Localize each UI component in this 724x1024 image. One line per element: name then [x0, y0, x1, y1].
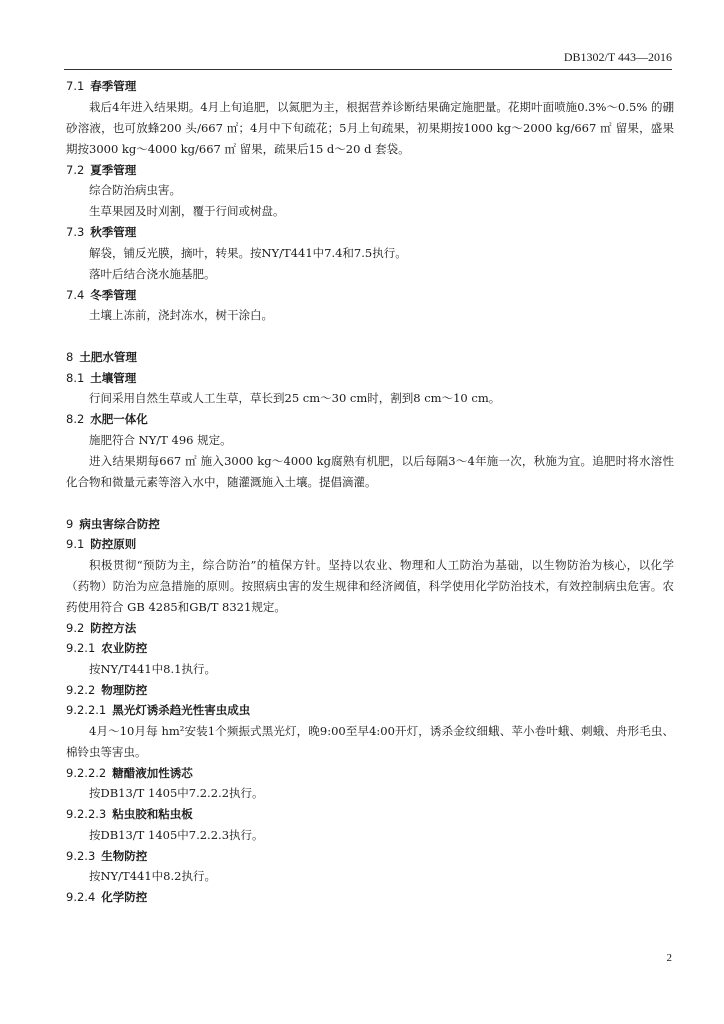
heading-8-1: 8.1 土壤管理	[66, 370, 137, 385]
paragraph-9-2-3: 按NY/T441中8.2执行。	[89, 869, 216, 883]
paragraph-7-2-a: 综合防治病虫害。	[89, 183, 181, 197]
paragraph-9-2-2-2: 按DB13/T 1405中7.2.2.2执行。	[89, 786, 264, 800]
section-gap	[66, 326, 674, 347]
heading-8: 8 土肥水管理	[66, 350, 137, 364]
paragraph-7-3-b: 落叶后结合浇水施基肥。	[89, 266, 216, 281]
heading-9-1: 9.1 防控原则	[66, 537, 137, 551]
section-gap	[66, 493, 674, 514]
heading-9-2-1: 9.2.1 农业防控	[66, 641, 148, 655]
paragraph-8-1: 行间采用自然生草或人工生草，草长到25 cm～30 cm时，割到8 cm～10 cm。	[89, 391, 501, 405]
standard-code: DB1302/T 443—2016	[563, 50, 672, 64]
heading-9-2-3: 9.2.3 生物防控	[66, 848, 148, 863]
heading-9-2-2-3: 9.2.2.3 粘虫胶和粘虫板	[66, 807, 193, 821]
paragraph-7-4: 土壤上冻前，浇封冻水，树干涂白。	[89, 308, 273, 322]
heading-7-3: 7.3 秋季管理	[66, 225, 137, 239]
heading-9-2-2: 9.2.2 物理防控	[66, 682, 148, 697]
heading-7-1: 7.1 春季管理	[66, 79, 137, 93]
heading-7-4: 7.4 冬季管理	[66, 287, 137, 302]
heading-7-2: 7.2 夏季管理	[66, 162, 137, 177]
paragraph-9-1: 积极贯彻“预防为主，综合防治”的植保方针。坚持以农业、物理和人工防治为基础，以生物防治为核心，以化学（药物）防治为应急措施的原则。按照病虫害的发生规律和经济阈值，科学使用化学防治技术，有效控制病虫危害。农药使用符合 GB 4285和GB/T 8321规定。	[66, 557, 674, 614]
paragraph-7-2-b: 生草果园及时刈割，覆于行间或树盘。	[89, 204, 285, 218]
header-rule	[64, 69, 672, 70]
paragraph-8-2-a: 施肥符合 NY/T 496 规定。	[89, 432, 232, 447]
page-number: 2	[666, 952, 672, 964]
paragraph-7-3-a: 解袋，铺反光膜，摘叶，转果。按NY/T441中7.4和7.5执行。	[89, 245, 407, 260]
heading-9-2-2-2: 9.2.2.2 糖醋液加性诱芯	[66, 765, 193, 780]
paragraph-9-2-2-3: 按DB13/T 1405中7.2.2.3执行。	[89, 827, 264, 842]
heading-9: 9 病虫害综合防控	[66, 516, 160, 531]
heading-9-2: 9.2 防控方法	[66, 620, 137, 635]
paragraph-9-2-1: 按NY/T441中8.1执行。	[89, 661, 216, 676]
heading-8-2: 8.2 水肥一体化	[66, 412, 148, 426]
page-content	[66, 76, 674, 908]
paragraph-8-2-b: 进入结果期每667 ㎡ 施入3000 kg～4000 kg腐熟有机肥，以后每隔3～4年施一次，秋施为宜。追肥时将水溶性化合物和微量元素等溶入水中，随灌溉施入土壤。提倡滴灌。	[66, 453, 674, 489]
paragraph-9-2-2-1: 4月～10月每 hm²安装1个频振式黑光灯，晚9:00至早4:00开灯，诱杀金纹细蛾、苹小卷叶蛾、刺蛾、舟形毛虫、棉铃虫等害虫。	[66, 723, 674, 759]
heading-9-2-4: 9.2.4 化学防控	[66, 890, 148, 904]
heading-9-2-2-1: 9.2.2.1 黑光灯诱杀趋光性害虫成虫	[66, 703, 251, 717]
paragraph-7-1: 栽后4年进入结果期。4月上旬追肥，以氮肥为主，根据营养诊断结果确定施肥量。花期叶面喷施0.3%～0.5% 的硼砂溶液，也可放蜂200 头/667 ㎡；4月中下旬疏花；5月上旬疏果，初果期按1000 kg～2000 kg/667 ㎡ 留果，盛果期按3000 kg～4000 kg/667 ㎡ 留果，疏果后15 d～20 d 套袋。	[66, 99, 674, 156]
